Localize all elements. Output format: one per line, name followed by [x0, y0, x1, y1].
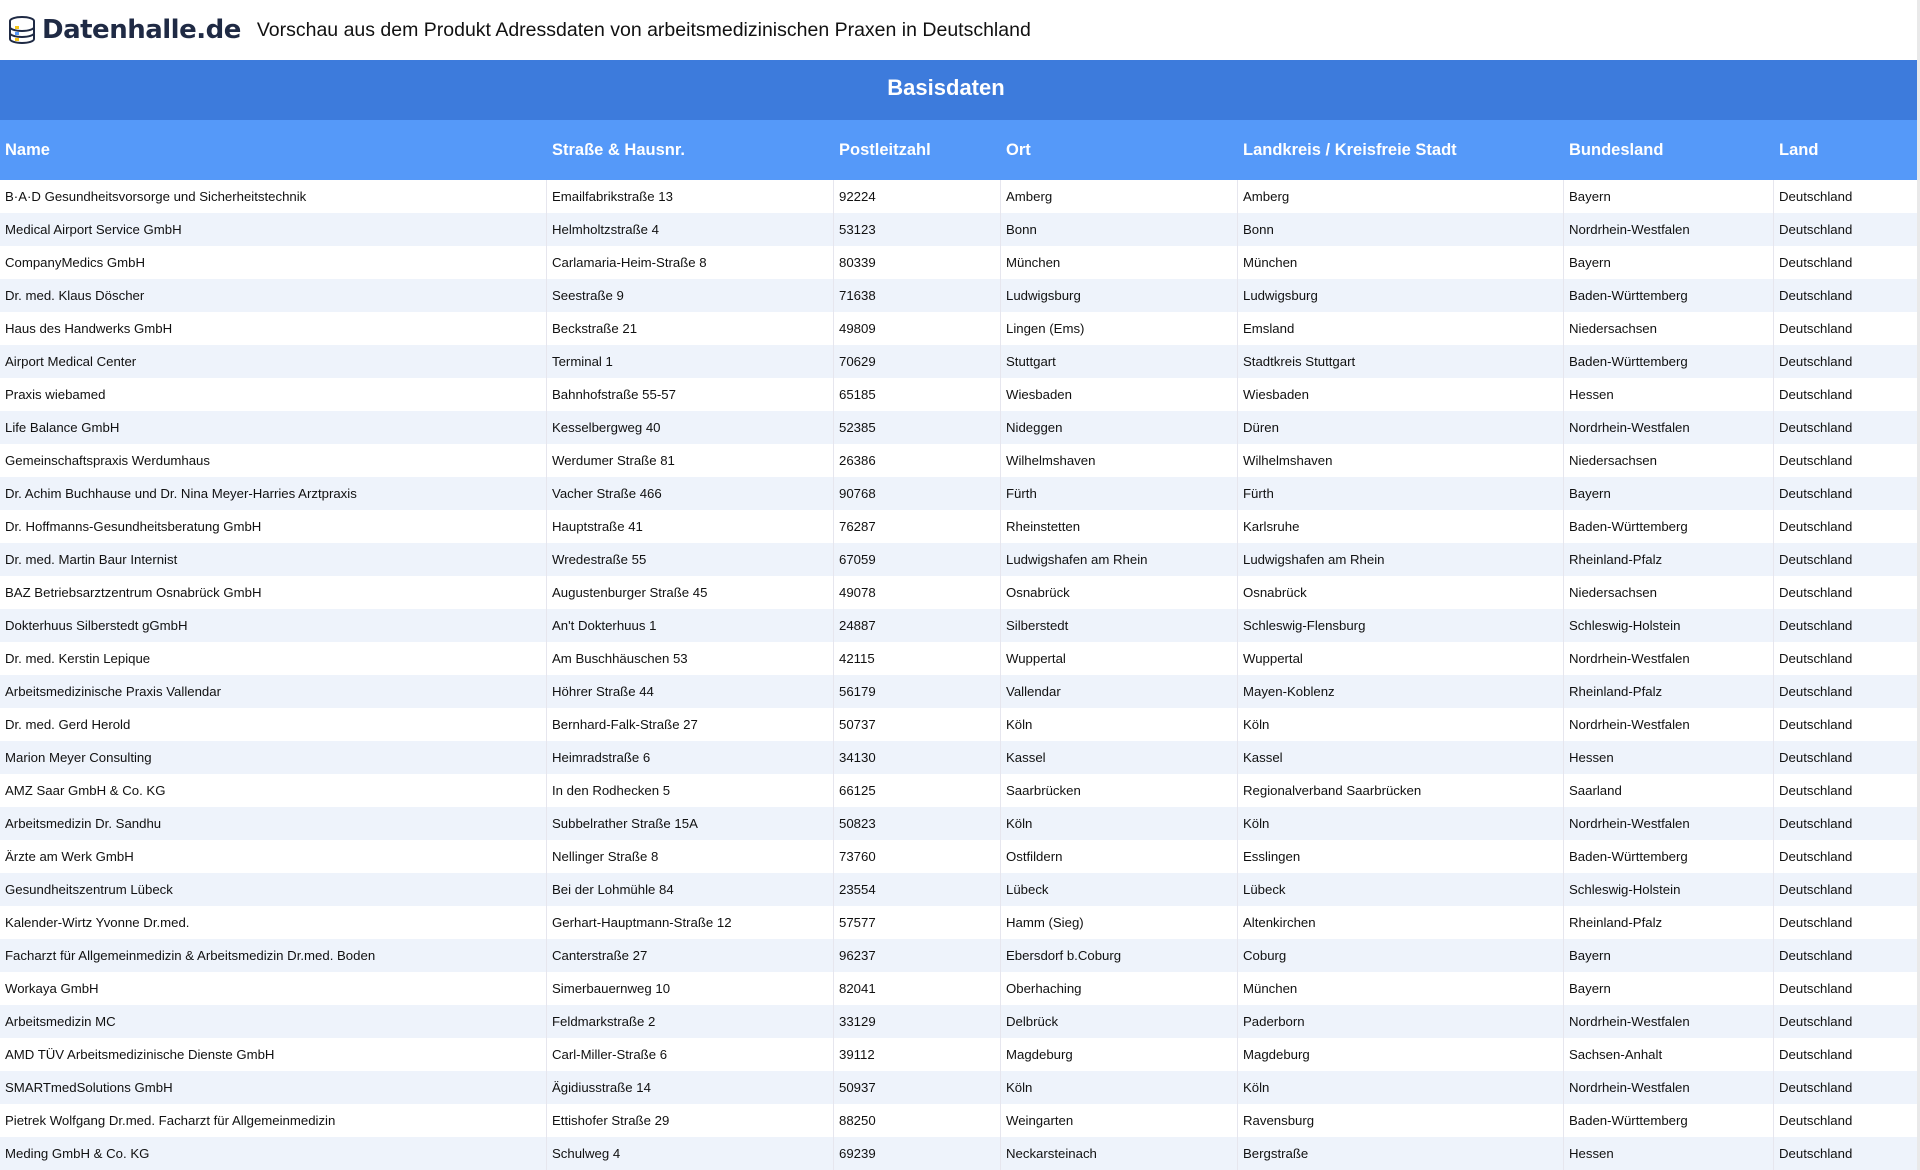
cell-street: Seestraße 9: [547, 279, 834, 312]
cell-name: Dr. Hoffmanns-Gesundheitsberatung GmbH: [0, 510, 547, 543]
cell-district: Köln: [1238, 708, 1564, 741]
cell-name: Airport Medical Center: [0, 345, 547, 378]
cell-city: Ludwigsburg: [1001, 279, 1238, 312]
cell-street: Ettishofer Straße 29: [547, 1104, 834, 1137]
cell-postal-code: 26386: [834, 444, 1001, 477]
cell-state: Sachsen-Anhalt: [1564, 1038, 1774, 1071]
cell-postal-code: 92224: [834, 180, 1001, 213]
cell-country: Deutschland: [1774, 807, 1920, 840]
table-row: [0, 1005, 1920, 1038]
table-row: [0, 279, 1920, 312]
cell-city: Hamm (Sieg): [1001, 906, 1238, 939]
cell-district: Bergstraße: [1238, 1137, 1564, 1170]
cell-country: Deutschland: [1774, 939, 1920, 972]
cell-street: Subbelrather Straße 15A: [547, 807, 834, 840]
table-row: [0, 1137, 1920, 1170]
cell-city: Vallendar: [1001, 675, 1238, 708]
cell-postal-code: 50737: [834, 708, 1001, 741]
cell-country: Deutschland: [1774, 972, 1920, 1005]
cell-district: Ludwigshafen am Rhein: [1238, 543, 1564, 576]
cell-name: Workaya GmbH: [0, 972, 547, 1005]
cell-state: Baden-Württemberg: [1564, 345, 1774, 378]
cell-postal-code: 96237: [834, 939, 1001, 972]
cell-name: Life Balance GmbH: [0, 411, 547, 444]
page-title: Vorschau aus dem Produkt Adressdaten von arbeitsmedizinischen Praxen in Deutschland: [256, 18, 1031, 41]
cell-postal-code: 82041: [834, 972, 1001, 1005]
cell-state: Nordrhein-Westfalen: [1564, 807, 1774, 840]
cell-country: Deutschland: [1774, 1104, 1920, 1137]
cell-district: Wilhelmshaven: [1238, 444, 1564, 477]
cell-district: Magdeburg: [1238, 1038, 1564, 1071]
table-row: [0, 180, 1920, 213]
cell-postal-code: 57577: [834, 906, 1001, 939]
cell-district: Ravensburg: [1238, 1104, 1564, 1137]
cell-name: Arbeitsmedizinische Praxis Vallendar: [0, 675, 547, 708]
cell-district: München: [1238, 246, 1564, 279]
cell-postal-code: 67059: [834, 543, 1001, 576]
cell-postal-code: 90768: [834, 477, 1001, 510]
logo-text: Datenhalle.de: [42, 15, 241, 45]
cell-street: Carl-Miller-Straße 6: [547, 1038, 834, 1071]
table-row: [0, 708, 1920, 741]
cell-state: Nordrhein-Westfalen: [1564, 1005, 1774, 1038]
table-row: [0, 774, 1920, 807]
cell-postal-code: 80339: [834, 246, 1001, 279]
cell-country: Deutschland: [1774, 1137, 1920, 1170]
cell-state: Nordrhein-Westfalen: [1564, 642, 1774, 675]
cell-state: Saarland: [1564, 774, 1774, 807]
cell-street: Hauptstraße 41: [547, 510, 834, 543]
cell-state: Hessen: [1564, 378, 1774, 411]
cell-state: Rheinland-Pfalz: [1564, 543, 1774, 576]
cell-city: Rheinstetten: [1001, 510, 1238, 543]
cell-postal-code: 65185: [834, 378, 1001, 411]
cell-city: Oberhaching: [1001, 972, 1238, 1005]
table-row: [0, 213, 1920, 246]
cell-district: Paderborn: [1238, 1005, 1564, 1038]
cell-name: SMARTmedSolutions GmbH: [0, 1071, 547, 1104]
cell-name: Dr. Achim Buchhause und Dr. Nina Meyer-Harries Arztpraxis: [0, 477, 547, 510]
cell-country: Deutschland: [1774, 246, 1920, 279]
cell-country: Deutschland: [1774, 675, 1920, 708]
cell-street: Gerhart-Hauptmann-Straße 12: [547, 906, 834, 939]
cell-district: Mayen-Koblenz: [1238, 675, 1564, 708]
brand-logo[interactable]: [6, 14, 241, 46]
cell-country: Deutschland: [1774, 906, 1920, 939]
section-title: Basisdaten: [887, 75, 1005, 100]
cell-name: Dr. med. Kerstin Lepique: [0, 642, 547, 675]
cell-postal-code: 88250: [834, 1104, 1001, 1137]
cell-country: Deutschland: [1774, 873, 1920, 906]
cell-state: Baden-Württemberg: [1564, 279, 1774, 312]
cell-district: Regionalverband Saarbrücken: [1238, 774, 1564, 807]
cell-name: B·A·D Gesundheitsvorsorge und Sicherheitstechnik: [0, 180, 547, 213]
cell-city: Lingen (Ems): [1001, 312, 1238, 345]
cell-name: Dr. med. Gerd Herold: [0, 708, 547, 741]
cell-state: Rheinland-Pfalz: [1564, 906, 1774, 939]
column-header-city[interactable]: Ort: [1001, 120, 1238, 180]
cell-street: Ägidiusstraße 14: [547, 1071, 834, 1104]
cell-name: Dr. med. Klaus Döscher: [0, 279, 547, 312]
table-row: [0, 411, 1920, 444]
table-header-row: [0, 120, 1920, 180]
cell-state: Niedersachsen: [1564, 312, 1774, 345]
cell-country: Deutschland: [1774, 510, 1920, 543]
table-row: [0, 1104, 1920, 1137]
cell-district: Wuppertal: [1238, 642, 1564, 675]
cell-city: Delbrück: [1001, 1005, 1238, 1038]
cell-city: Fürth: [1001, 477, 1238, 510]
top-bar: [0, 0, 1920, 60]
database-logo-icon: [6, 14, 38, 46]
cell-district: München: [1238, 972, 1564, 1005]
cell-street: Carlamaria-Heim-Straße 8: [547, 246, 834, 279]
cell-city: Wilhelmshaven: [1001, 444, 1238, 477]
cell-name: Dokterhuus Silberstedt gGmbH: [0, 609, 547, 642]
cell-country: Deutschland: [1774, 411, 1920, 444]
cell-street: Heimradstraße 6: [547, 741, 834, 774]
cell-country: Deutschland: [1774, 741, 1920, 774]
column-header-name[interactable]: Name: [0, 120, 547, 180]
cell-district: Bonn: [1238, 213, 1564, 246]
cell-state: Rheinland-Pfalz: [1564, 675, 1774, 708]
cell-country: Deutschland: [1774, 609, 1920, 642]
column-header-state[interactable]: Bundesland: [1564, 120, 1774, 180]
cell-country: Deutschland: [1774, 543, 1920, 576]
cell-district: Wiesbaden: [1238, 378, 1564, 411]
cell-city: Bonn: [1001, 213, 1238, 246]
cell-district: Köln: [1238, 807, 1564, 840]
cell-city: Silberstedt: [1001, 609, 1238, 642]
cell-postal-code: 71638: [834, 279, 1001, 312]
cell-name: Gemeinschaftspraxis Werdumhaus: [0, 444, 547, 477]
cell-street: Feldmarkstraße 2: [547, 1005, 834, 1038]
cell-district: Fürth: [1238, 477, 1564, 510]
cell-city: Ostfildern: [1001, 840, 1238, 873]
cell-district: Kassel: [1238, 741, 1564, 774]
cell-city: Amberg: [1001, 180, 1238, 213]
cell-state: Hessen: [1564, 1137, 1774, 1170]
cell-postal-code: 34130: [834, 741, 1001, 774]
cell-street: Bernhard-Falk-Straße 27: [547, 708, 834, 741]
cell-city: München: [1001, 246, 1238, 279]
cell-district: Esslingen: [1238, 840, 1564, 873]
cell-city: Köln: [1001, 1071, 1238, 1104]
cell-state: Baden-Württemberg: [1564, 1104, 1774, 1137]
cell-district: Amberg: [1238, 180, 1564, 213]
cell-district: Karlsruhe: [1238, 510, 1564, 543]
cell-street: Am Buschhäuschen 53: [547, 642, 834, 675]
cell-city: Wuppertal: [1001, 642, 1238, 675]
cell-state: Nordrhein-Westfalen: [1564, 213, 1774, 246]
cell-country: Deutschland: [1774, 279, 1920, 312]
cell-postal-code: 56179: [834, 675, 1001, 708]
table-row: [0, 906, 1920, 939]
cell-district: Stadtkreis Stuttgart: [1238, 345, 1564, 378]
table-row: [0, 675, 1920, 708]
cell-district: Altenkirchen: [1238, 906, 1564, 939]
column-header-country[interactable]: Land: [1774, 120, 1920, 180]
table-row: [0, 543, 1920, 576]
cell-name: AMD TÜV Arbeitsmedizinische Dienste GmbH: [0, 1038, 547, 1071]
cell-street: Emailfabrikstraße 13: [547, 180, 834, 213]
section-header: [0, 60, 1920, 120]
cell-street: Kesselbergweg 40: [547, 411, 834, 444]
cell-state: Schleswig-Holstein: [1564, 873, 1774, 906]
table-row: [0, 741, 1920, 774]
cell-street: Bei der Lohmühle 84: [547, 873, 834, 906]
cell-name: Haus des Handwerks GmbH: [0, 312, 547, 345]
cell-name: Meding GmbH & Co. KG: [0, 1137, 547, 1170]
cell-street: Wredestraße 55: [547, 543, 834, 576]
cell-city: Weingarten: [1001, 1104, 1238, 1137]
address-table: [0, 120, 1920, 1170]
table-row: [0, 873, 1920, 906]
cell-street: Simerbauernweg 10: [547, 972, 834, 1005]
cell-street: Schulweg 4: [547, 1137, 834, 1170]
cell-country: Deutschland: [1774, 477, 1920, 510]
table-row: [0, 1038, 1920, 1071]
cell-state: Bayern: [1564, 246, 1774, 279]
table-row: [0, 477, 1920, 510]
cell-postal-code: 23554: [834, 873, 1001, 906]
cell-postal-code: 49078: [834, 576, 1001, 609]
cell-postal-code: 50823: [834, 807, 1001, 840]
table-row: [0, 972, 1920, 1005]
cell-postal-code: 42115: [834, 642, 1001, 675]
cell-street: In den Rodhecken 5: [547, 774, 834, 807]
cell-country: Deutschland: [1774, 1005, 1920, 1038]
cell-country: Deutschland: [1774, 774, 1920, 807]
cell-country: Deutschland: [1774, 213, 1920, 246]
cell-street: Beckstraße 21: [547, 312, 834, 345]
cell-city: Köln: [1001, 708, 1238, 741]
cell-postal-code: 39112: [834, 1038, 1001, 1071]
cell-country: Deutschland: [1774, 1038, 1920, 1071]
cell-city: Köln: [1001, 807, 1238, 840]
cell-city: Osnabrück: [1001, 576, 1238, 609]
table-row: [0, 642, 1920, 675]
cell-postal-code: 76287: [834, 510, 1001, 543]
cell-name: Facharzt für Allgemeinmedizin & Arbeitsmedizin Dr.med. Boden: [0, 939, 547, 972]
cell-state: Baden-Württemberg: [1564, 840, 1774, 873]
cell-city: Magdeburg: [1001, 1038, 1238, 1071]
table-row: [0, 378, 1920, 411]
table-row: [0, 345, 1920, 378]
cell-postal-code: 52385: [834, 411, 1001, 444]
cell-street: Helmholtzstraße 4: [547, 213, 834, 246]
cell-postal-code: 33129: [834, 1005, 1001, 1038]
cell-street: Vacher Straße 466: [547, 477, 834, 510]
cell-state: Nordrhein-Westfalen: [1564, 1071, 1774, 1104]
cell-postal-code: 49809: [834, 312, 1001, 345]
cell-district: Köln: [1238, 1071, 1564, 1104]
table-row: [0, 576, 1920, 609]
cell-city: Neckarsteinach: [1001, 1137, 1238, 1170]
table-row: [0, 246, 1920, 279]
cell-state: Baden-Württemberg: [1564, 510, 1774, 543]
cell-street: Höhrer Straße 44: [547, 675, 834, 708]
table-row: [0, 1071, 1920, 1104]
cell-district: Düren: [1238, 411, 1564, 444]
cell-postal-code: 24887: [834, 609, 1001, 642]
cell-city: Wiesbaden: [1001, 378, 1238, 411]
cell-name: Dr. med. Martin Baur Internist: [0, 543, 547, 576]
cell-name: Kalender-Wirtz Yvonne Dr.med.: [0, 906, 547, 939]
cell-state: Niedersachsen: [1564, 444, 1774, 477]
cell-city: Saarbrücken: [1001, 774, 1238, 807]
cell-name: Praxis wiebamed: [0, 378, 547, 411]
cell-name: Arbeitsmedizin MC: [0, 1005, 547, 1038]
table-row: [0, 444, 1920, 477]
cell-street: Canterstraße 27: [547, 939, 834, 972]
cell-district: Emsland: [1238, 312, 1564, 345]
cell-city: Ebersdorf b.Coburg: [1001, 939, 1238, 972]
cell-district: Lübeck: [1238, 873, 1564, 906]
table-row: [0, 510, 1920, 543]
cell-state: Bayern: [1564, 939, 1774, 972]
cell-city: Lübeck: [1001, 873, 1238, 906]
cell-postal-code: 69239: [834, 1137, 1001, 1170]
cell-street: Bahnhofstraße 55-57: [547, 378, 834, 411]
cell-name: AMZ Saar GmbH & Co. KG: [0, 774, 547, 807]
cell-state: Bayern: [1564, 180, 1774, 213]
cell-country: Deutschland: [1774, 180, 1920, 213]
cell-district: Osnabrück: [1238, 576, 1564, 609]
cell-state: Nordrhein-Westfalen: [1564, 411, 1774, 444]
cell-name: Gesundheitszentrum Lübeck: [0, 873, 547, 906]
cell-district: Schleswig-Flensburg: [1238, 609, 1564, 642]
cell-country: Deutschland: [1774, 345, 1920, 378]
cell-name: Arbeitsmedizin Dr. Sandhu: [0, 807, 547, 840]
data-table-container: [0, 60, 1920, 1170]
cell-city: Nideggen: [1001, 411, 1238, 444]
cell-postal-code: 66125: [834, 774, 1001, 807]
cell-country: Deutschland: [1774, 378, 1920, 411]
cell-name: Pietrek Wolfgang Dr.med. Facharzt für Allgemeinmedizin: [0, 1104, 547, 1137]
column-header-street[interactable]: Straße & Hausnr.: [547, 120, 834, 180]
cell-district: Coburg: [1238, 939, 1564, 972]
column-header-district[interactable]: Landkreis / Kreisfreie Stadt: [1238, 120, 1564, 180]
cell-name: Medical Airport Service GmbH: [0, 213, 547, 246]
cell-state: Nordrhein-Westfalen: [1564, 708, 1774, 741]
cell-country: Deutschland: [1774, 642, 1920, 675]
cell-state: Bayern: [1564, 477, 1774, 510]
cell-state: Bayern: [1564, 972, 1774, 1005]
cell-name: BAZ Betriebsarztzentrum Osnabrück GmbH: [0, 576, 547, 609]
cell-country: Deutschland: [1774, 708, 1920, 741]
cell-postal-code: 50937: [834, 1071, 1001, 1104]
table-row: [0, 312, 1920, 345]
column-header-postal-code[interactable]: Postleitzahl: [834, 120, 1001, 180]
cell-country: Deutschland: [1774, 312, 1920, 345]
cell-postal-code: 70629: [834, 345, 1001, 378]
cell-name: CompanyMedics GmbH: [0, 246, 547, 279]
table-row: [0, 840, 1920, 873]
cell-city: Ludwigshafen am Rhein: [1001, 543, 1238, 576]
cell-city: Stuttgart: [1001, 345, 1238, 378]
table-body: [0, 180, 1920, 1170]
cell-street: Terminal 1: [547, 345, 834, 378]
table-row: [0, 609, 1920, 642]
cell-name: Ärzte am Werk GmbH: [0, 840, 547, 873]
cell-street: Werdumer Straße 81: [547, 444, 834, 477]
cell-street: An't Dokterhuus 1: [547, 609, 834, 642]
cell-district: Ludwigsburg: [1238, 279, 1564, 312]
cell-city: Kassel: [1001, 741, 1238, 774]
table-row: [0, 807, 1920, 840]
cell-state: Schleswig-Holstein: [1564, 609, 1774, 642]
cell-country: Deutschland: [1774, 1071, 1920, 1104]
cell-state: Hessen: [1564, 741, 1774, 774]
cell-country: Deutschland: [1774, 444, 1920, 477]
table-row: [0, 939, 1920, 972]
cell-street: Nellinger Straße 8: [547, 840, 834, 873]
cell-country: Deutschland: [1774, 840, 1920, 873]
cell-postal-code: 53123: [834, 213, 1001, 246]
cell-country: Deutschland: [1774, 576, 1920, 609]
cell-state: Niedersachsen: [1564, 576, 1774, 609]
cell-street: Augustenburger Straße 45: [547, 576, 834, 609]
cell-name: Marion Meyer Consulting: [0, 741, 547, 774]
cell-postal-code: 73760: [834, 840, 1001, 873]
